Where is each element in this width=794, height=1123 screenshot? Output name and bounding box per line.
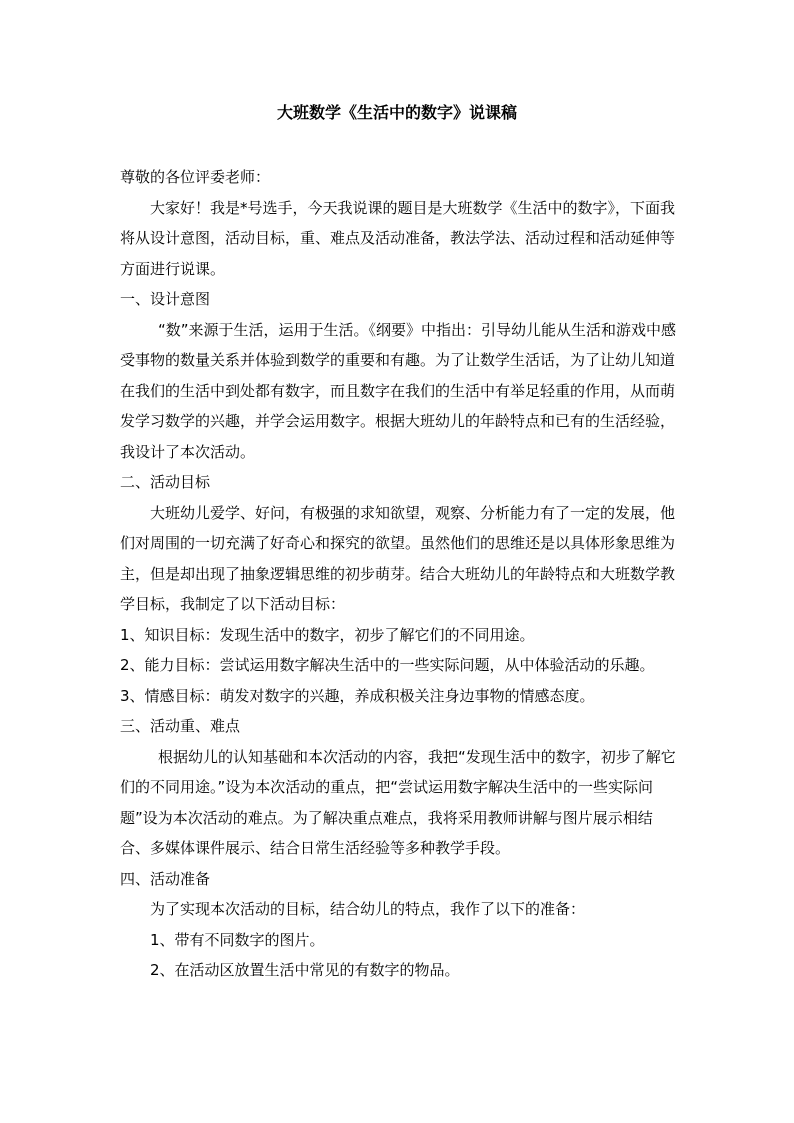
section-1-paragraph: “数”来源于生活，运用于生活。《纲要》中指出：引导幼儿能从生活和游戏中感受事物的数量关系并体验到数学的重要和有趣。为了让数学生活话，为了让幼儿知道在我们的生活中到处都有数字，而且数字在我们的生活中有举足轻重的作用，从而萌发学习数学的兴趣，并学会运用数字。根据大班幼儿的年龄特点和已有的生活经验，我设计了本次活动。 — [120, 320, 677, 461]
section-2-heading: 二、活动目标 — [120, 473, 211, 491]
section-2-goal-1: 1、知识目标：发现生活中的数字，初步了解它们的不同用途。 — [120, 625, 535, 644]
section-3-heading: 三、活动重、难点 — [120, 717, 241, 735]
document-title: 大班数学《生活中的数字》说课稿 — [276, 103, 517, 122]
section-4-paragraph: 为了实现本次活动的目标，结合幼儿的特点，我作了以下的准备： — [150, 900, 586, 918]
section-4-item-1: 1、带有不同数字的图片。 — [150, 930, 325, 949]
salutation: 尊敬的各位评委老师： — [120, 168, 271, 186]
intro-paragraph: 大家好！我是*号选手，今天我说课的题目是大班数学《生活中的数字》，下面我将从设计意图，活动目标，重、难点及活动准备，教法学法、活动过程和活动延伸等方面进行说课。 — [120, 198, 676, 278]
section-4-heading: 四、活动准备 — [120, 869, 211, 888]
section-3-paragraph: 根据幼儿的认知基础和本次活动的内容，我把“发现生活中的数字，初步了解它们的不同用途。”设为本次活动的重点，把“尝试运用数字解决生活中的一些实际问题”设为本次活动的难点。为了解决重点难点，我将采用教师讲解与图片展示相结合、多媒体课件展示、结合日常生活经验等多种教学手段。 — [120, 747, 676, 857]
section-2-goal-2: 2、能力目标：尝试运用数字解决生活中的一些实际问题，从中体验活动的乐趣。 — [120, 656, 655, 674]
section-2-goal-3: 3、情感目标：萌发对数字的兴趣，养成积极关注身边事物的情感态度。 — [120, 686, 595, 705]
section-4-item-2: 2、在活动区放置生活中常见的有数字的物品。 — [150, 961, 460, 979]
section-2-paragraph: 大班幼儿爱学、好问，有极强的求知欲望，观察、分析能力有了一定的发展，他们对周围的一切充满了好奇心和探究的欲望。虽然他们的思维还是以具体形象思维为主，但是却出现了抽象逻辑思维的初步萌芽。结合大班幼儿的年龄特点和大班数学教学目标，我制定了以下活动目标： — [120, 503, 676, 613]
section-1-heading: 一、设计意图 — [120, 290, 211, 308]
document-body — [120, 162, 680, 986]
